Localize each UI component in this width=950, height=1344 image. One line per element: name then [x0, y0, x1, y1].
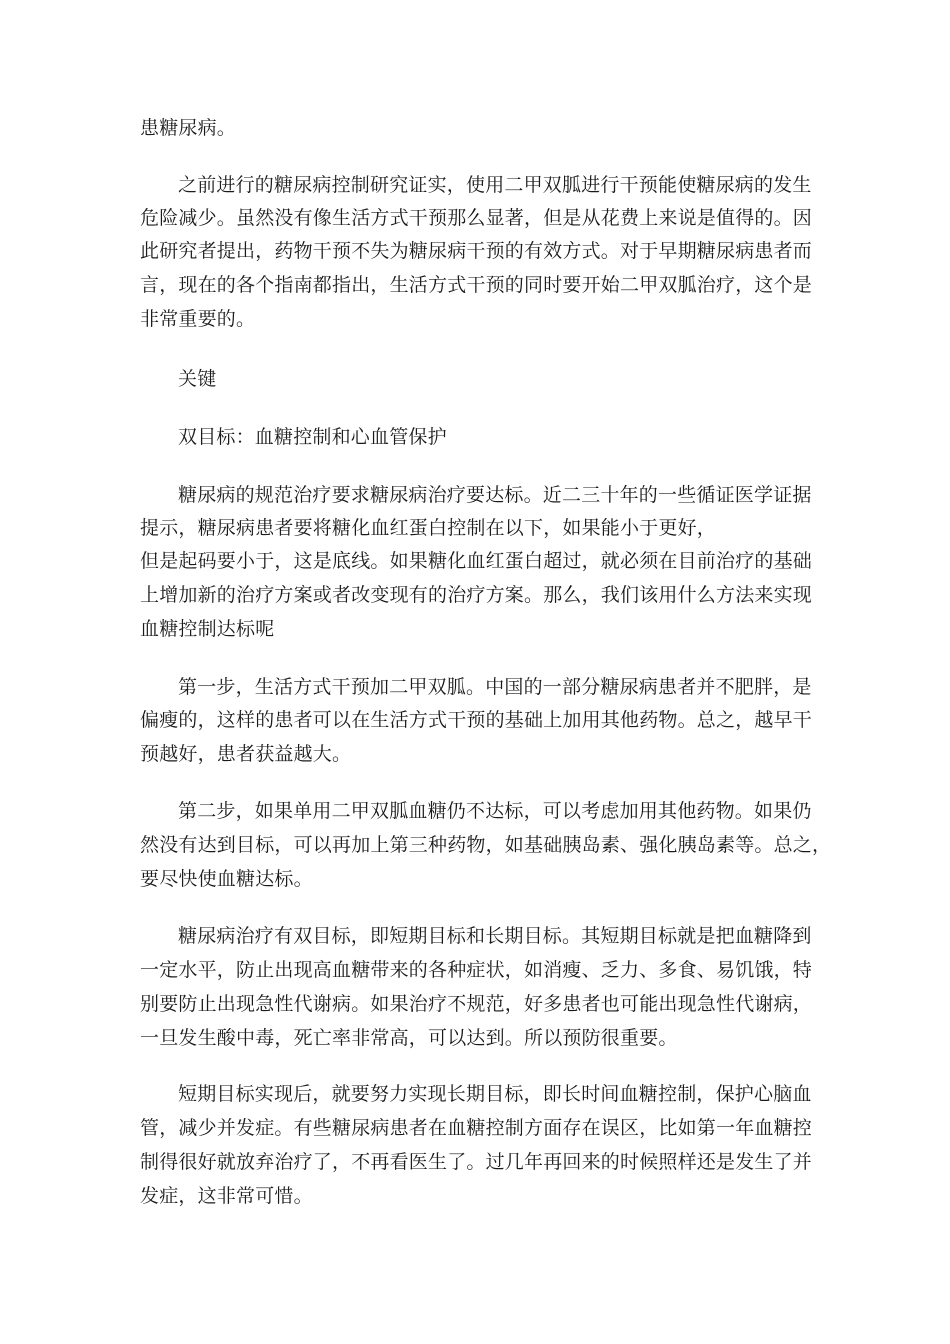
text-line: 管，减少并发症。有些糖尿病患者在血糖控制方面存在误区，比如第一年血糖控 [140, 1117, 813, 1139]
text-line: 但是起码要小于，这是底线。如果糖化血红蛋白超过，就必须在目前治疗的基础 [140, 550, 813, 572]
text-line: 此研究者提出，药物干预不失为糖尿病干预的有效方式。对于早期糖尿病患者而 [140, 240, 813, 262]
text-line: 制得很好就放弃治疗了，不再看医生了。过几年再回来的时候照样还是发生了并 [140, 1151, 813, 1173]
text-line: 非常重要的。 [140, 308, 256, 330]
subheading: 双目标：血糖控制和心血管保护 [178, 426, 447, 448]
text-line: 危险减少。虽然没有像生活方式干预那么显著，但是从花费上来说是值得的。因 [140, 207, 813, 229]
text-line: 别要防止出现急性代谢病。如果治疗不规范，好多患者也可能出现急性代谢病， [140, 993, 813, 1015]
section-heading: 关键 [178, 368, 217, 390]
text-line: 然没有达到目标，可以再加上第三种药物，如基础胰岛素、强化胰岛素等。总之， [140, 834, 832, 856]
text-line: 之前进行的糖尿病控制研究证实，使用二甲双胍进行干预能使糖尿病的发生 [178, 174, 812, 196]
text-line: 患糖尿病。 [140, 117, 237, 139]
text-line: 一旦发生酸中毒，死亡率非常高，可以达到。所以预防很重要。 [140, 1027, 678, 1049]
text-line: 言，现在的各个指南都指出，生活方式干预的同时要开始二甲双胍治疗，这个是 [140, 274, 813, 296]
text-line: 血糖控制达标呢 [140, 618, 275, 640]
text-line: 短期目标实现后，就要努力实现长期目标，即长时间血糖控制，保护心脑血 [178, 1083, 812, 1105]
text-line: 提示，糖尿病患者要将糖化血红蛋白控制在以下，如果能小于更好， [140, 517, 717, 539]
text-line: 发症，这非常可惜。 [140, 1185, 313, 1207]
text-line: 一定水平，防止出现高血糖带来的各种症状，如消瘦、乏力、多食、易饥饿，特 [140, 959, 813, 981]
text-line: 预越好，患者获益越大。 [140, 743, 352, 765]
text-line: 糖尿病的规范治疗要求糖尿病治疗要达标。近二三十年的一些循证医学证据 [178, 484, 812, 506]
text-line: 第二步，如果单用二甲双胍血糖仍不达标，可以考虑加用其他药物。如果仍 [178, 800, 812, 822]
text-line: 第一步，生活方式干预加二甲双胍。中国的一部分糖尿病患者并不肥胖，是 [178, 676, 812, 698]
text-line: 糖尿病治疗有双目标，即短期目标和长期目标。其短期目标就是把血糖降到 [178, 925, 812, 947]
text-line: 偏瘦的，这样的患者可以在生活方式干预的基础上加用其他药物。总之，越早干 [140, 709, 813, 731]
text-line: 要尽快使血糖达标。 [140, 868, 313, 890]
text-line: 上增加新的治疗方案或者改变现有的治疗方案。那么，我们该用什么方法来实现 [140, 584, 813, 606]
